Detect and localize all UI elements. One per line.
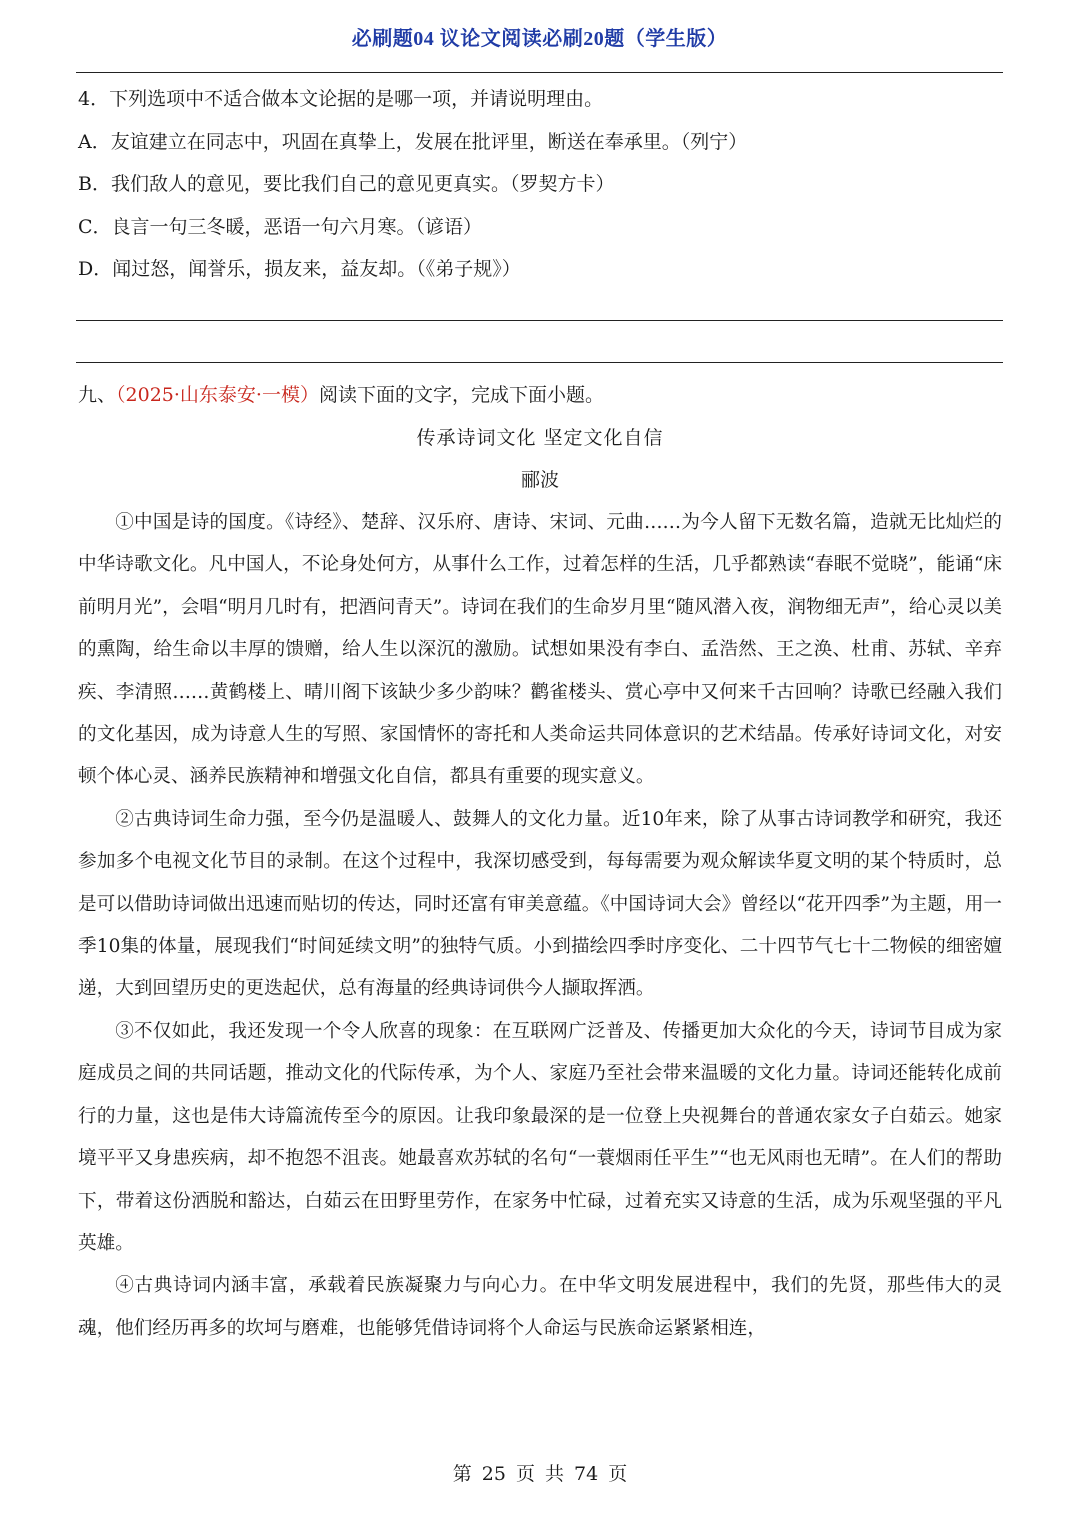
answer-line-1 (76, 320, 1003, 321)
option-d: D．闻过怒，闻誉乐，损友来，益友却。（《弟子规》） (78, 258, 521, 280)
option-c: C．良言一句三冬暖，恶语一句六月寒。（谚语） (78, 215, 483, 238)
option-a: A．友谊建立在同志中，巩固在真挚上，发展在批评里，断送在奉承里。（列宁） (78, 130, 748, 153)
section-number: 九、 (78, 384, 117, 406)
question-stem: 4．下列选项中不适合做本文论据的是哪一项，并请说明理由。 (78, 88, 604, 110)
paragraph-3: ③不仅如此，我还发现一个令人欣喜的现象：在互联网广泛普及、传播更加大众化的今天，诗词节目成为家庭成员之间的共同话题，推动文化的代际传承，为个人、家庭乃至社会带来温暖的文化力量。诗词还能转化成前行的力量，这也是伟大诗篇流传至今的原因。让我印象最深的是一位登上央视舞台的普通农家女子白茹云。她家境平平又身患疾病，却不抱怨不沮丧。她最喜欢苏轼的名句“一蓑烟雨任平生”“也无风雨也无晴”。在人们的帮助下，带着这份洒脱和豁达，白茹云在田野里劳作，在家务中忙碌，过着充实又诗意的生活，成为乐观坚强的平凡英雄。 (78, 1020, 1002, 1254)
question-4 (78, 78, 1002, 291)
article-title: 传承诗词文化 坚定文化自信 (416, 427, 664, 449)
page-footer: 第 25 页 共 74 页 (452, 1463, 628, 1485)
option-b: B．我们敌人的意见，要比我们自己的意见更真实。（罗契方卡） (78, 173, 615, 195)
section-heading (78, 374, 604, 416)
section-instruction: 阅读下面的文字，完成下面小题。 (318, 384, 604, 406)
article-author: 郦波 (520, 469, 559, 491)
page-header (76, 0, 1003, 73)
paragraph-2: ②古典诗词生命力强，至今仍是温暖人、鼓舞人的文化力量。近10年来，除了从事古诗词教学和研究，我还参加多个电视文化节目的录制。在这个过程中，我深切感受到，每每需要为观众解读华夏文明的某个特质时，总是可以借助诗词做出迅速而贴切的传达，同时还富有审美意蕴。《中国诗词大会》曾经以“花开四季”为主题，用一季10集的体量，展现我们“时间延续文明”的独特气质。小到描绘四季时序变化、二十四节气七十二物候的细密嬗递，大到回望历史的更迭起伏，总有海量的经典诗词供今人撷取挥洒。 (78, 808, 1002, 1000)
answer-line-2 (76, 362, 1003, 363)
header-title: 必刷题04 议论文阅读必刷20题（学生版） (351, 27, 728, 50)
section-source: （2025·山东泰安·一模） (116, 384, 319, 406)
article-body (78, 502, 1002, 1350)
paragraph-1: ①中国是诗的国度。《诗经》、楚辞、汉乐府、唐诗、宋词、元曲……为今人留下无数名篇，造就无比灿烂的中华诗歌文化。凡中国人，不论身处何方，从事什么工作，过着怎样的生活，几乎都熟读“春眠不觉晓”，能诵“床前明月光”，会唱“明月几时有，把酒问青天”。诗词在我们的生命岁月里“随风潜入夜，润物细无声”，给心灵以美的熏陶，给生命以丰厚的馈赠，给人生以深沉的激励。试想如果没有李白、孟浩然、王之涣、杜甫、苏轼、辛弃疾、李清照……黄鹤楼上、晴川阁下该缺少多少韵味？鹳雀楼头、赏心亭中又何来千古回响？诗歌已经融入我们的文化基因，成为诗意人生的写照、家国情怀的寄托和人类命运共同体意识的艺术结晶。传承好诗词文化，对安顿个体心灵、涵养民族精神和增强文化自信，都具有重要的现实意义。 (78, 512, 1002, 788)
paragraph-4: ④古典诗词内涵丰富，承载着民族凝聚力与向心力。在中华文明发展进程中，我们的先贤，那些伟大的灵魂，他们经历再多的坎坷与磨难，也能够凭借诗词将个人命运与民族命运紧紧相连， (78, 1275, 1002, 1339)
